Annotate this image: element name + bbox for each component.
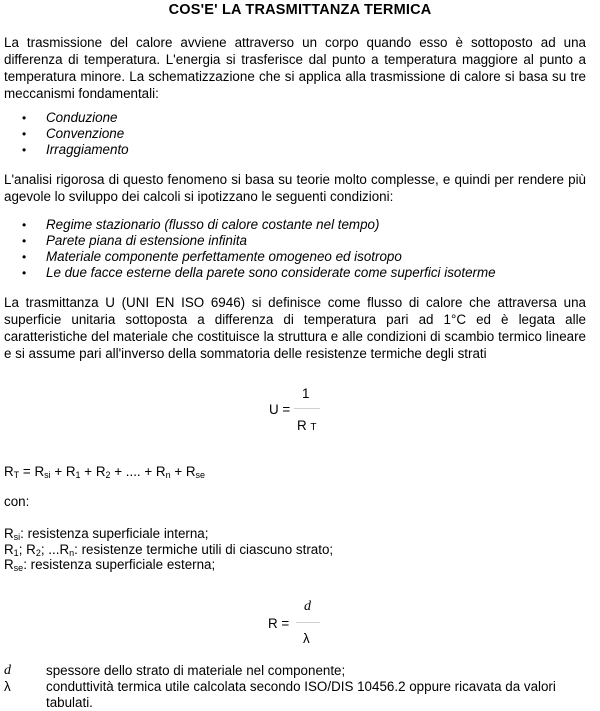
- formula-u-denominator: R T: [297, 418, 317, 433]
- legend-rn: $R_1$; $R_2$; $...R_n$: resistenze termiche utili di ciascuno strato;: [4, 542, 334, 558]
- intro-paragraph: La trasmissione del calore avviene attraverso un corpo quando esso è sottoposto ad una differenza di temperatura. L'energia si trasferisce dal punto a temperatura maggiore al punto a temperatura minore. La schematizzazione che si applica alla trasmissione di calore si basa su tre meccanismi fondamentali:: [4, 35, 586, 101]
- legend-rsi: $R_{si}$: resistenza superficiale interna;: [4, 526, 209, 542]
- bullet-icon: •: [22, 111, 27, 125]
- fraction-line: [296, 622, 320, 623]
- list-item: • Convenzione: [22, 126, 125, 141]
- conditions-list: [0, 217, 496, 281]
- list-item: • Materiale componente perfettamente omogeneo ed isotropo: [22, 249, 402, 264]
- symbol-lambda-text: conduttività termica utile calcolata secondo ISO/DIS 10456.2 oppure ricavata da valori tabulati.: [46, 679, 556, 710]
- definition-paragraph: La trasmittanza U (UNI EN ISO 6946) si definisce come flusso di calore che attraversa una superficie unitaria sottoposta a differenza di temperatura pari ad 1°C ed è legata alle caratteristiche del materiale che costituisce la struttura e alle condizioni di scambio termico lineare e si assume pari all'inverso della sommatoria delle resistenze termiche degli strati: [4, 295, 586, 361]
- formula-rt: $R_T = R_{si} + R_1 + R_2$ + .... + $R_n + R_{se}$: [4, 464, 206, 480]
- bullet-icon: •: [22, 127, 27, 141]
- list-item: • Le due facce esterne della parete sono considerate come superfici isoterme: [22, 265, 496, 280]
- legend-rse: $R_{se}$: resistenza superficiale esterna;: [4, 557, 216, 573]
- page-title: COS'E' LA TRASMITTANZA TERMICA: [168, 2, 432, 18]
- list-item: • Irraggiamento: [22, 142, 129, 157]
- con-label: con:: [4, 494, 30, 509]
- symbol-lambda: λ: [4, 679, 11, 694]
- analysis-paragraph: L'analisi rigorosa di questo fenomeno si basa su teorie molto complesse, e quindi per rendere più agevole lo sviluppo dei calcoli si ipotizzano le seguenti condizioni:: [4, 172, 586, 204]
- symbol-d-text: spessore dello strato di materiale nel componente;: [46, 663, 346, 678]
- bullet-icon: •: [22, 143, 27, 157]
- formula-r-denominator: λ: [303, 631, 310, 646]
- bullet-icon: •: [22, 234, 27, 248]
- list-item: • Conduzione: [22, 110, 118, 125]
- bullet-icon: •: [22, 266, 27, 280]
- list-item: • Regime stazionario (flusso di calore costante nel tempo): [22, 217, 380, 232]
- formula-u-lhs: U =: [269, 402, 291, 417]
- symbol-d: d: [4, 663, 11, 678]
- mechanisms-list: [0, 110, 129, 158]
- formula-u-numerator: 1: [302, 386, 310, 401]
- formula-r-numerator: d: [304, 599, 311, 614]
- bullet-icon: •: [22, 250, 27, 264]
- list-item: • Parete piana di estensione infinita: [22, 233, 247, 248]
- bullet-icon: •: [22, 218, 27, 232]
- fraction-line: [294, 408, 320, 409]
- formula-r-lhs: R =: [268, 616, 290, 631]
